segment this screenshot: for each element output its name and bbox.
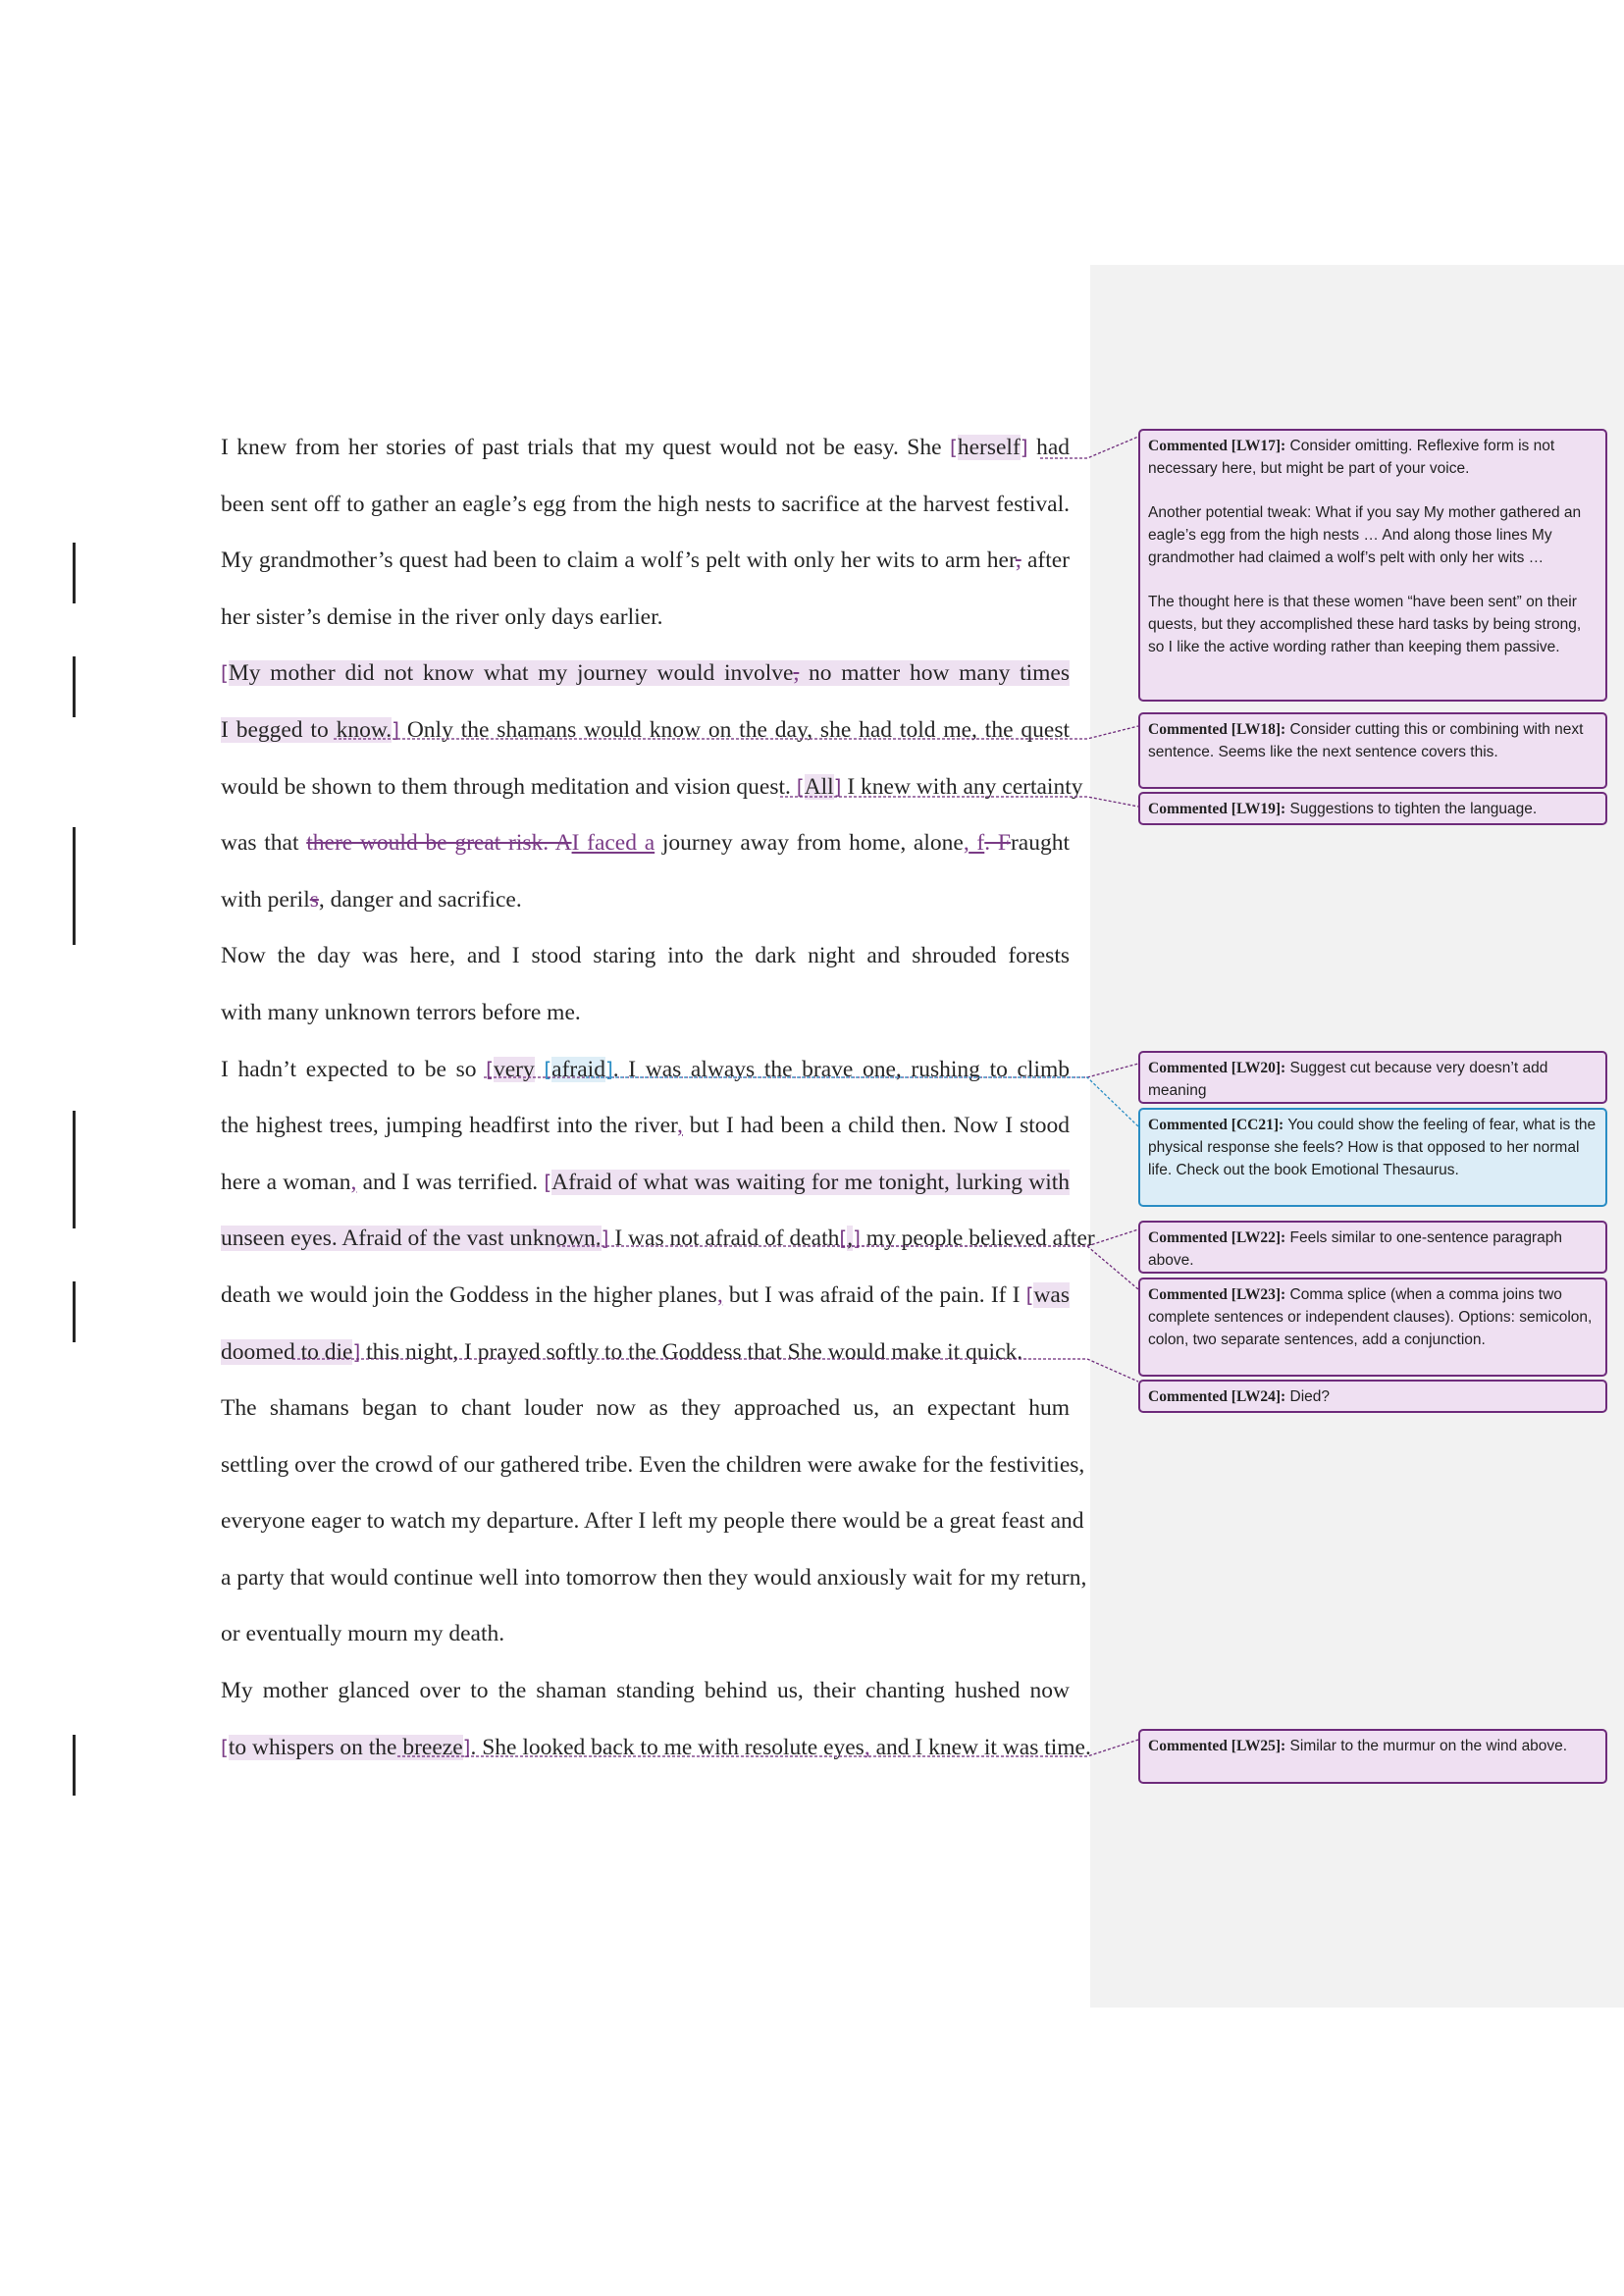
paragraph xyxy=(147,1381,1087,1663)
comment-text: Suggestions to tighten the language. xyxy=(1289,801,1538,817)
change-bar xyxy=(73,827,76,945)
tracked-insertion[interactable]: f xyxy=(969,830,985,857)
text-line: The shamans began to chant louder now as they approached us, an expectant hum xyxy=(221,1395,1070,1422)
paragraph xyxy=(147,928,1070,1041)
comment-header: Commented [LW24]: xyxy=(1148,1388,1286,1405)
comment-balloon-lw20[interactable] xyxy=(1138,1051,1607,1104)
tracked-insertion[interactable]: , xyxy=(963,830,969,857)
tracked-deletion[interactable]: . F xyxy=(984,830,1011,857)
comment-text: Suggest cut because very doesn’t add meaning xyxy=(1148,1060,1548,1099)
comment-anchor-lw23[interactable]: , xyxy=(847,1226,854,1252)
comment-balloon-cc21[interactable] xyxy=(1138,1108,1607,1207)
comment-anchor-lw19[interactable]: All xyxy=(804,773,834,800)
text-line: the highest trees, jumping headfirst into the river, but I had been a child then. Now I stood xyxy=(221,1113,1070,1139)
text-line: Now the day was here, and I stood staring into the dark night and shrouded forests xyxy=(221,943,1070,969)
change-bar xyxy=(73,1735,76,1796)
comment-balloon-lw17[interactable] xyxy=(1138,429,1607,702)
text-line: unseen eyes. Afraid of the vast unknown.] I was not afraid of death[,] my people believed after xyxy=(221,1226,1095,1252)
comment-balloon-lw23[interactable] xyxy=(1138,1278,1607,1377)
text-line: her sister’s demise in the river only days earlier. xyxy=(221,603,663,630)
comment-balloon-lw18[interactable] xyxy=(1138,712,1607,789)
comment-text: Similar to the murmur on the wind above. xyxy=(1289,1738,1568,1754)
text-line: I hadn’t expected to be so [very [afraid]. I was always the brave one, rushing to climb xyxy=(221,1056,1070,1082)
change-bar xyxy=(73,1281,76,1342)
tracked-deletion[interactable]: there would be great risk. A xyxy=(306,830,572,857)
comment-header: Commented [LW22]: xyxy=(1148,1229,1286,1246)
comment-balloon-lw25[interactable] xyxy=(1138,1729,1607,1784)
comment-text: Comma splice (when a comma joins two complete sentences or independent clauses). Options: semicolon, colon, two separate sentences, add a conjunction. xyxy=(1148,1286,1593,1348)
text-line: death we would join the Goddess in the higher planes, but I was afraid of the pain. If I [was xyxy=(221,1281,1070,1308)
comment-header: Commented [LW23]: xyxy=(1148,1286,1286,1303)
text-line: with perils, danger and sacrifice. xyxy=(221,886,522,913)
text-line: with many unknown terrors before me. xyxy=(221,999,581,1025)
change-bar xyxy=(73,543,76,603)
tracked-deletion[interactable]: s xyxy=(309,886,319,913)
comment-header: Commented [LW18]: xyxy=(1148,721,1286,738)
comment-text: Feels similar to one-sentence paragraph above. xyxy=(1148,1229,1562,1269)
text-line: would be shown to them through meditation and vision quest. [All] I knew with any certainty xyxy=(221,773,1083,800)
paragraph xyxy=(147,1042,1095,1382)
comment-anchor-cc21[interactable]: afraid xyxy=(551,1056,605,1082)
tracked-deletion[interactable]: , xyxy=(793,660,800,687)
comment-anchor-lw24[interactable]: was xyxy=(1033,1281,1070,1308)
comment-balloon-lw22[interactable] xyxy=(1138,1221,1607,1274)
comment-text: Consider omitting. Reflexive form is not necessary here, but might be part of your voice. xyxy=(1148,438,1555,477)
comment-text: Died? xyxy=(1289,1388,1331,1405)
comment-anchor-lw22[interactable]: Afraid of what was waiting for me tonight, lurking with xyxy=(551,1169,1071,1195)
paragraph xyxy=(147,420,1070,646)
text-line: here a woman, and I was terrified. [Afraid of what was waiting for me tonight, lurking with xyxy=(221,1169,1071,1195)
comment-text: The thought here is that these women “have been sent” on their quests, but they accomplished these hard tasks by being strong, so I like the active wording rather than keeping them passive. xyxy=(1148,594,1582,655)
tracked-insertion[interactable]: , xyxy=(864,1734,870,1760)
tracked-insertion[interactable]: I faced a xyxy=(571,830,655,857)
comment-anchor-lw25[interactable]: to whispers on the breeze xyxy=(228,1734,463,1760)
text-line: I knew from her stories of past trials that my quest would not be easy. She [herself] had xyxy=(221,435,1071,460)
paragraph xyxy=(147,1663,1091,1776)
comment-text: Another potential tweak: What if you say My mother gathered an eagle’s egg from the high nests … And along those lines My grandmother had claimed a wolf’s pelt with only her wits … xyxy=(1148,504,1582,566)
text-line: My grandmother’s quest had been to claim a wolf’s pelt with only her wits to arm her, after xyxy=(221,548,1071,574)
comment-header: Commented [CC21]: xyxy=(1148,1117,1284,1133)
comment-text: You could show the feeling of fear, what is the physical response she feels? How is that opposed to her normal life. Check out the book Emotional Thesaurus. xyxy=(1148,1117,1597,1178)
text-line: or eventually mourn my death. xyxy=(221,1621,505,1647)
change-bar xyxy=(73,1111,76,1228)
text-line: everyone eager to watch my departure. After I left my people there would be a great feast and xyxy=(221,1508,1084,1535)
comment-anchor-lw18[interactable]: My mother did not know what my journey would involve, no matter how many times xyxy=(228,660,1070,687)
text-line: doomed to die] this night, I prayed softly to the Goddess that She would make it quick. xyxy=(221,1338,1023,1365)
comment-anchor-lw17[interactable]: herself xyxy=(957,435,1021,460)
tracked-insertion[interactable]: , xyxy=(716,1281,723,1308)
text-line: My mother glanced over to the shaman standing behind us, their chanting hushed now xyxy=(221,1678,1070,1704)
document-body[interactable] xyxy=(147,420,1095,1776)
text-line: [My mother did not know what my journey would involve, no matter how many times xyxy=(221,660,1070,687)
change-bar xyxy=(73,656,76,717)
tracked-deletion[interactable]: , xyxy=(1015,548,1022,574)
comment-header: Commented [LW17]: xyxy=(1148,438,1286,454)
comment-header: Commented [LW20]: xyxy=(1148,1060,1286,1076)
text-line: a party that would continue well into tomorrow then they would anxiously wait for my return, xyxy=(221,1564,1087,1591)
tracked-insertion[interactable]: , xyxy=(350,1169,357,1195)
text-line: was that there would be great risk. AI faced a journey away from home, alone, f. Fraught xyxy=(221,830,1070,857)
comment-text: Consider cutting this or combining with next sentence. Seems like the next sentence covers this. xyxy=(1148,721,1584,760)
text-line: been sent off to gather an eagle’s egg from the high nests to sacrifice at the harvest festival. xyxy=(221,491,1070,517)
text-line: [to whispers on the breeze]. She looked back to me with resolute eyes, and I knew it was time. xyxy=(221,1734,1091,1760)
text-line: settling over the crowd of our gathered tribe. Even the children were awake for the festivities, xyxy=(221,1451,1085,1478)
comment-balloon-lw19[interactable] xyxy=(1138,792,1607,825)
comment-anchor-lw20[interactable]: very xyxy=(493,1056,535,1082)
comment-balloon-lw24[interactable] xyxy=(1138,1380,1607,1413)
text-line: I begged to know.] Only the shamans would know on the day, she had told me, the quest xyxy=(221,716,1070,743)
tracked-insertion[interactable]: , xyxy=(676,1113,683,1139)
comment-header: Commented [LW19]: xyxy=(1148,801,1286,817)
comment-header: Commented [LW25]: xyxy=(1148,1738,1286,1754)
paragraph xyxy=(147,646,1083,928)
